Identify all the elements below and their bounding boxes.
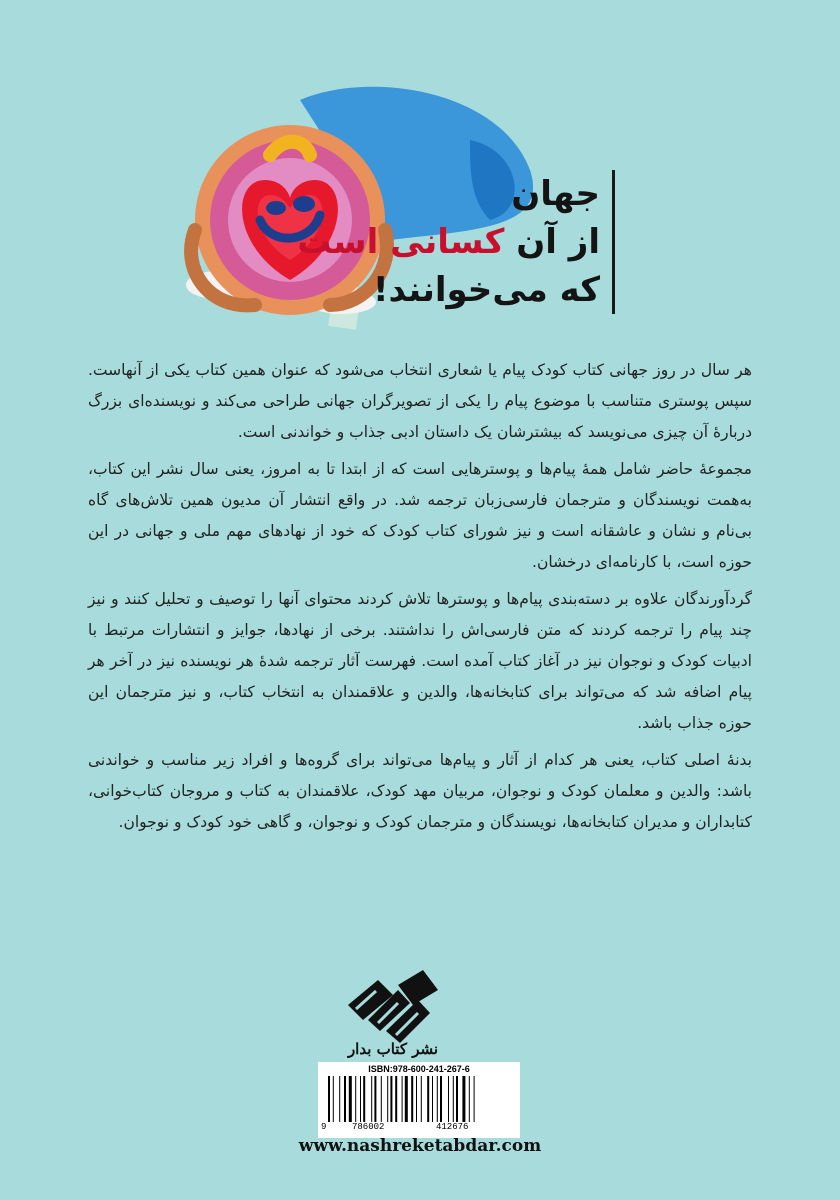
description-paragraph-1: هر سال در روز جهانی کتاب کودک پیام یا شعاری انتخاب می‌شود که عنوان همین کتاب یکی از آنهاست. سپس پوستری متناسب با موضوع پیام را یکی از تصویرگران جهانی طراحی می‌کند و نویسنده‌ای بزرگ دربارۀ آن چیزی می‌نویسد که بیشترشان یک داستان ادبی جذاب و خواندنی است. — [88, 361, 752, 441]
publisher-website[interactable]: www.nashreketabdar.com — [298, 1136, 542, 1156]
barcode-bars — [328, 1076, 510, 1122]
barcode-digit-lead: 9 — [321, 1122, 327, 1132]
barcode-digits — [318, 1122, 520, 1136]
slogan-block — [297, 170, 615, 314]
isbn-label: ISBN:978-600-241-267-6 — [368, 1064, 470, 1074]
slogan-line-1: جهان — [511, 174, 600, 214]
slogan-line-2-prefix: از آن — [504, 222, 600, 262]
barcode-digits-left: 786002 — [352, 1122, 385, 1132]
slogan-line-2 — [297, 218, 600, 266]
barcode-digits-right: 412676 — [436, 1122, 469, 1132]
description-paragraph-4: بدنۀ اصلی کتاب، یعنی هر کدام از آثار و پیام‌ها می‌تواند برای گروه‌ها و افراد زیر مناسب و خواندنی باشد: والدین و معلمان کودک و نوجوان، مربیان مهد کودک، علاقمندان به کتاب و مروجان کتاب‌خوانی، کتابداران و مدیران کتابخانه‌ها، نویسندگان و مترجمان کودک و نوجوان، و گاهی خود کودک و نوجوان. — [88, 751, 752, 831]
slogan-line-3: که می‌خوانند! — [373, 270, 600, 310]
isbn-barcode — [318, 1062, 520, 1138]
slogan-line-2-accent: کسانی است — [297, 222, 505, 262]
description-paragraph-2: مجموعۀ حاضر شامل همۀ پیام‌ها و پوسترهایی است که از ابتدا تا به امروز، یعنی سال نشر این کتاب، به‌همت نویسندگان و مترجمان فارسی‌زبان ترجمه شد. در واقع انتشار آن مدیون همین تلاش‌های گاه بی‌نام و نشان و عاشقانه است و نیز شورای کتاب کودک که خود از نهادهای مهم ملی و جهانی در این حوزه است، با کارنامه‌ای درخشان. — [88, 460, 752, 571]
description-paragraph-3: گردآورندگان علاوه بر دسته‌بندی پیام‌ها و پوسترها تلاش کردند محتوای آنها را توصیف و تحلیل کنند و نیز چند پیام را ترجمه کردند که متن فارسی‌اش را نداشتند. برخی از نهادها، جوایز و انتشارات مرتبط با ادبیات کودک و نوجوان نیز در آغاز کتاب آمده است. فهرست آثار ترجمه شدۀ هر نویسنده نیز در آخر هر پیام اضافه شد که می‌تواند برای کتابخانه‌ها، والدین و علاقمندان به انتخاب کتاب، و نیز مترجمان این حوزه جذاب باشد. — [88, 590, 752, 732]
book-description — [88, 355, 752, 844]
publisher-name: نشر کتاب بدار — [347, 1040, 439, 1058]
